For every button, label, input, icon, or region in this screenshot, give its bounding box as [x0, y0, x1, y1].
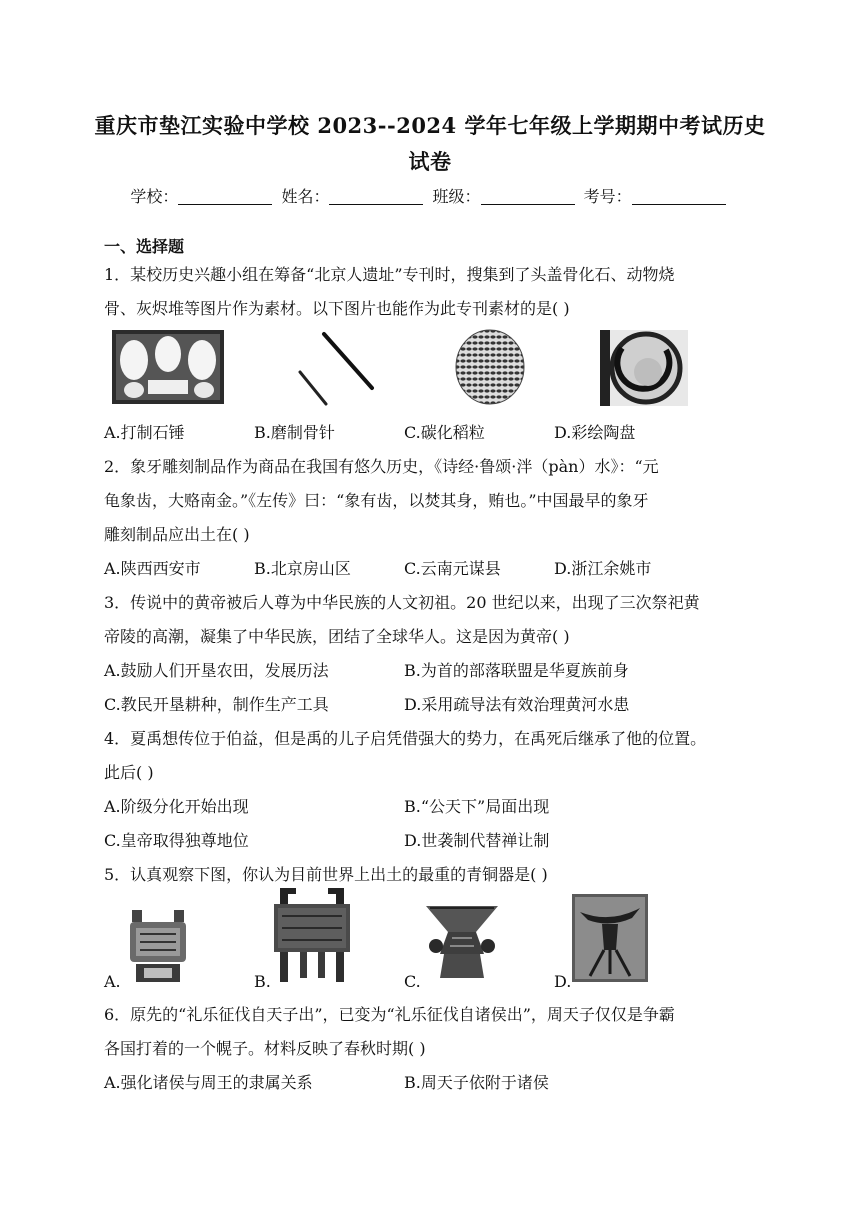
- name-label: 姓名：: [281, 187, 330, 206]
- question-1-option-d[interactable]: D.彩绘陶盘: [554, 423, 636, 442]
- question-6-option-b[interactable]: B.周天子依附于诸侯: [404, 1073, 549, 1092]
- question-4-option-c[interactable]: C.皇帝取得独尊地位: [104, 831, 249, 850]
- question-5-option-a[interactable]: A.: [104, 972, 121, 991]
- exam-title-line2: 试卷: [408, 149, 452, 174]
- question-1-line-2: 骨、灰烬堆等图片作为素材。以下图片也能作为此专刊素材的是( ): [104, 299, 570, 318]
- painted-pottery-plate-image: [600, 330, 688, 406]
- bone-needle-image: [296, 330, 376, 406]
- question-2-option-a[interactable]: A.陕西西安市: [104, 559, 201, 578]
- simuwu-ding-image: [270, 888, 354, 984]
- question-1-option-b[interactable]: B.磨制骨针: [254, 423, 335, 442]
- question-4-option-b[interactable]: B.“公天下”局面出现: [404, 797, 550, 816]
- question-3-line-2: 帝陵的高潮，凝集了中华民族，团结了全球华人。这是因为黄帝( ): [104, 627, 570, 646]
- class-blank[interactable]: [481, 188, 575, 205]
- bronze-zun-image: [422, 902, 502, 982]
- question-5-option-b[interactable]: B.: [254, 972, 271, 991]
- question-3-line-1: 3．传说中的黄帝被后人尊为中华民族的人文初祖。20 世纪以来，出现了三次祭祀黄: [104, 593, 700, 612]
- name-blank[interactable]: [329, 188, 423, 205]
- question-2-option-c[interactable]: C.云南元谋县: [404, 559, 501, 578]
- question-2-line-2: 龟象齿，大赂南金。”《左传》曰：“象有齿，以焚其身，贿也。”中国最早的象牙: [104, 491, 649, 510]
- question-6-option-a[interactable]: A.强化诸侯与周王的隶属关系: [104, 1073, 313, 1092]
- class-label: 班级：: [432, 187, 481, 206]
- question-2-option-d[interactable]: D.浙江余姚市: [554, 559, 652, 578]
- bronze-ding-a-image: [126, 908, 190, 984]
- question-5-option-d[interactable]: D.: [554, 972, 572, 991]
- question-5-option-c[interactable]: C.: [404, 972, 421, 991]
- question-1-option-c[interactable]: C.碳化稻粒: [404, 423, 485, 442]
- question-1-line-1: 1．某校历史兴趣小组在筹备“北京人遗址”专刊时，搜集到了头盖骨化石、动物烧: [104, 265, 675, 284]
- question-4-option-d[interactable]: D.世袭制代替禅让制: [404, 831, 550, 850]
- question-3-option-c[interactable]: C.教民开垦耕种，制作生产工具: [104, 695, 329, 714]
- question-4-line-2: 此后( ): [104, 763, 154, 782]
- question-5-line-1: 5．认真观察下图，你认为目前世界上出土的最重的青铜器是( ): [104, 865, 548, 884]
- question-2-line-1: 2．象牙雕刻制品作为商品在我国有悠久历史，《诗经·鲁颂·泮（pàn）水》：“元: [104, 457, 659, 476]
- bronze-jue-image: [572, 894, 648, 982]
- question-6-line-1: 6．原先的“礼乐征伐自天子出”，已变为“礼乐征伐自诸侯出”，周天子仅仅是争霸: [104, 1005, 675, 1024]
- student-info-line: [0, 184, 860, 207]
- number-blank[interactable]: [632, 188, 726, 205]
- school-blank[interactable]: [178, 188, 272, 205]
- number-label: 考号：: [583, 187, 632, 206]
- question-1-option-a[interactable]: A.打制石锤: [104, 423, 185, 442]
- question-3-option-a[interactable]: A.鼓励人们开垦农田，发展历法: [104, 661, 329, 680]
- question-3-option-d[interactable]: D.采用疏导法有效治理黄河水患: [404, 695, 630, 714]
- school-label: 学校：: [130, 187, 179, 206]
- question-6-line-2: 各国打着的一个幌子。材料反映了春秋时期( ): [104, 1039, 426, 1058]
- question-4-line-1: 4．夏禹想传位于伯益，但是禹的儿子启凭借强大的势力，在禹死后继承了他的位置。: [104, 729, 707, 748]
- carbonized-rice-image: [454, 328, 526, 406]
- stone-hammer-image: [112, 330, 224, 404]
- question-2-option-b[interactable]: B.北京房山区: [254, 559, 351, 578]
- question-3-option-b[interactable]: B.为首的部落联盟是华夏族前身: [404, 661, 629, 680]
- exam-title-line1: 重庆市垫江实验中学校 2023--2024 学年七年级上学期期中考试历史: [94, 113, 766, 138]
- section-heading: 一、选择题: [104, 237, 185, 256]
- question-2-line-3: 雕刻制品应出土在( ): [104, 525, 250, 544]
- question-4-option-a[interactable]: A.阶级分化开始出现: [104, 797, 249, 816]
